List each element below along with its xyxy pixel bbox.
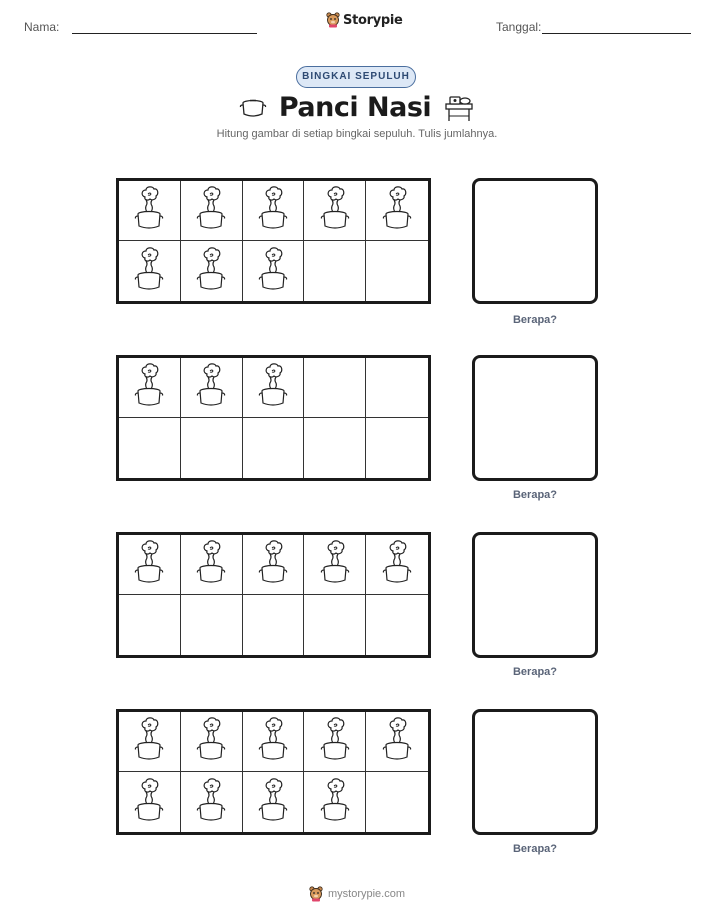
frame-cell [304,181,366,241]
frame-cell [119,712,181,772]
steaming-pot-icon [195,362,227,413]
frame-cell [304,358,366,418]
frame-cell [243,241,305,301]
brand-logo [326,12,403,28]
ten-frame-2 [116,355,431,481]
steaming-pot-icon [133,777,165,828]
frame-cell [119,181,181,241]
stove-icon [443,94,475,122]
steaming-pot-icon [195,185,227,236]
frame-cell [181,418,243,478]
frame-cell [181,712,243,772]
frame-cell [304,418,366,478]
steaming-pot-icon [319,185,351,236]
steaming-pot-icon [133,246,165,297]
frame-cell [304,241,366,301]
frame-cell [181,772,243,832]
frame-cell [181,595,243,655]
instructions: Hitung gambar di setiap bingkai sepuluh. Tulis jumlahnya. [216,128,498,140]
answer-box-2[interactable] [472,355,598,481]
answer-label-4: Berapa? [512,843,558,855]
frame-cell [243,358,305,418]
date-field[interactable] [542,33,691,34]
frame-cell [243,181,305,241]
steaming-pot-icon [319,716,351,767]
page-title: Panci Nasi [278,92,432,123]
steaming-pot-icon [381,185,413,236]
worksheet-type-badge: BINGKAI SEPULUH [296,66,416,88]
bear-logo-icon [309,886,323,902]
frame-cell [181,535,243,595]
frame-cell [304,772,366,832]
frame-cell [181,241,243,301]
steaming-pot-icon [257,539,289,590]
title-row [0,92,714,123]
answer-box-3[interactable] [472,532,598,658]
steaming-pot-icon [133,716,165,767]
steaming-pot-icon [381,716,413,767]
frame-cell [366,595,428,655]
frame-cell [243,535,305,595]
date-label: Tanggal: [496,20,542,34]
steaming-pot-icon [133,185,165,236]
steaming-pot-icon [257,185,289,236]
answer-label-1: Berapa? [512,314,558,326]
frame-cell [119,772,181,832]
bear-logo-icon [326,12,340,28]
steaming-pot-icon [257,362,289,413]
answer-label-2: Berapa? [512,489,558,501]
frame-cell [366,358,428,418]
footer-url: mystorypie.com [327,888,406,900]
steaming-pot-icon [195,777,227,828]
footer [0,886,714,902]
steaming-pot-icon [319,539,351,590]
frame-cell [119,595,181,655]
frame-cell [366,712,428,772]
frame-cell [366,418,428,478]
frame-cell [243,595,305,655]
steaming-pot-icon [195,539,227,590]
name-label: Nama: [24,20,60,34]
frame-cell [366,772,428,832]
steaming-pot-icon [133,362,165,413]
frame-cell [243,772,305,832]
frame-cell [119,241,181,301]
frame-cell [366,181,428,241]
steaming-pot-icon [257,246,289,297]
frame-cell [304,712,366,772]
frame-cell [119,358,181,418]
frame-cell [181,358,243,418]
steaming-pot-icon [133,539,165,590]
brand-name: Storypie [343,12,403,28]
frame-cell [366,535,428,595]
frame-cell [304,535,366,595]
frame-cell [181,181,243,241]
steaming-pot-icon [257,777,289,828]
answer-label-3: Berapa? [512,666,558,678]
name-field[interactable] [72,33,257,34]
answer-box-1[interactable] [472,178,598,304]
steaming-pot-icon [319,777,351,828]
answer-box-4[interactable] [472,709,598,835]
ten-frame-4 [116,709,431,835]
frame-cell [366,241,428,301]
steaming-pot-icon [257,716,289,767]
ten-frame-3 [116,532,431,658]
frame-cell [119,535,181,595]
frame-cell [243,712,305,772]
ten-frame-1 [116,178,431,304]
rice-pot-icon [239,97,267,119]
steaming-pot-icon [381,539,413,590]
steaming-pot-icon [195,716,227,767]
steaming-pot-icon [195,246,227,297]
frame-cell [119,418,181,478]
frame-cell [304,595,366,655]
frame-cell [243,418,305,478]
